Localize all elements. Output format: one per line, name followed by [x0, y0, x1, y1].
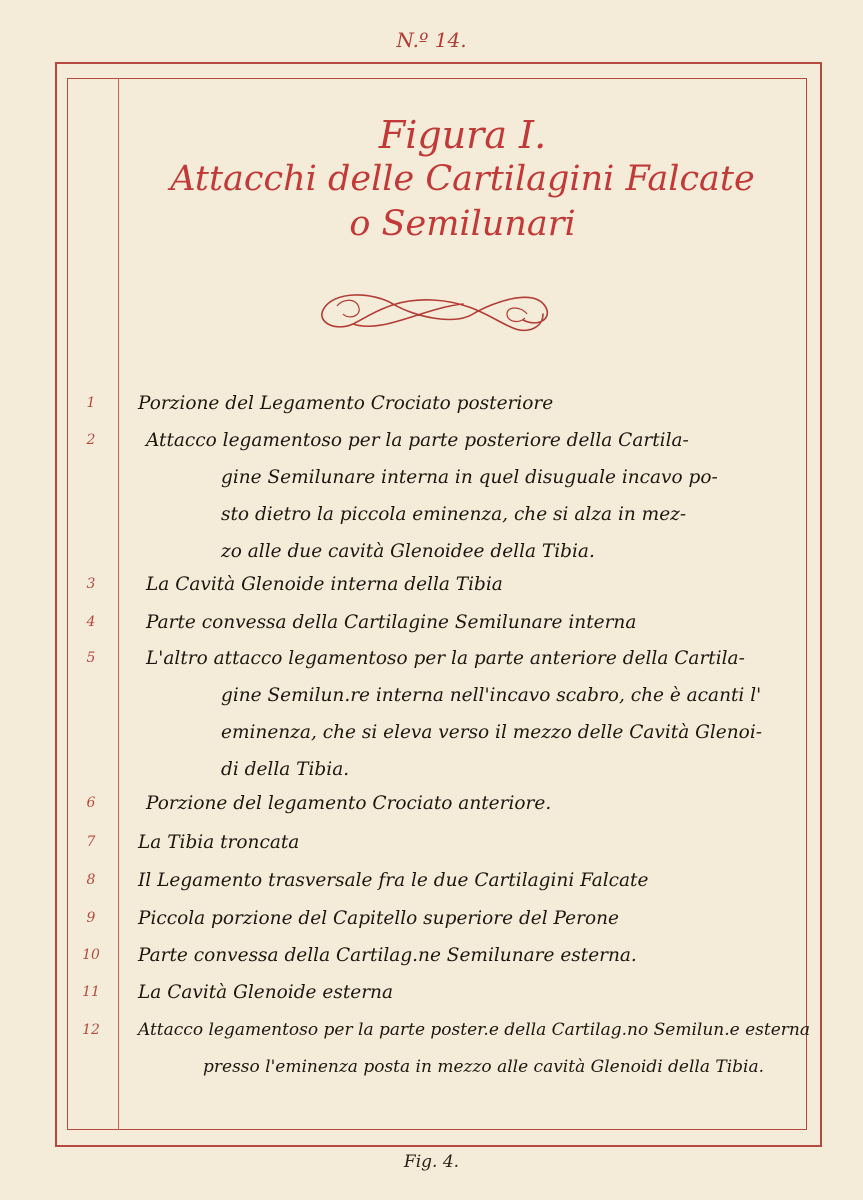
figure-title: Figura I. — [378, 113, 547, 157]
page-number-header: N.º 14. — [396, 28, 467, 52]
entry-number: 6 — [86, 795, 96, 811]
entry-number: 11 — [82, 984, 100, 1000]
entry-text-line: Parte convessa della Cartilag.ne Semilunare esterna. — [138, 945, 637, 966]
entry-number: 7 — [86, 834, 96, 850]
entry-text-line: Il Legamento trasversale fra le due Cartilagini Falcate — [138, 870, 649, 891]
entry-text-line: Attacco legamentoso per la parte poster.e della Cartilag.no Semilun.e esterna — [138, 1020, 810, 1040]
entry-text-line: Parte convessa della Cartilagine Semilunare interna — [146, 612, 637, 633]
legend-entry-8 — [86, 862, 807, 899]
legend-entry-5 — [86, 640, 807, 788]
entry-text-line: sto dietro la piccola eminenza, che si alza in mez- — [221, 504, 687, 525]
figure-number-footer: Fig. 4. — [403, 1152, 460, 1172]
legend-entry-12 — [82, 1012, 810, 1086]
entry-text-line: La Tibia troncata — [138, 832, 300, 853]
entry-text-line: zo alle due cavità Glenoidee della Tibia. — [221, 541, 595, 562]
title-block — [118, 113, 807, 247]
legend-entry-7 — [86, 824, 807, 861]
figure-subtitle-line-1: Attacchi delle Cartilagini Falcate — [170, 159, 755, 199]
flourish-ornament-icon — [313, 284, 553, 336]
legend-entry-3 — [86, 566, 807, 603]
entry-text-line: presso l'eminenza posta in mezzo alle cavità Glenoidi della Tibia. — [203, 1057, 765, 1077]
entry-text-line: L'altro attacco legamentoso per la parte anteriore della Cartila- — [146, 648, 745, 669]
entry-text-line: gine Semilunare interna in quel disuguale incavo po- — [221, 467, 718, 488]
legend-entry-6 — [86, 785, 807, 822]
entry-number: 5 — [86, 650, 96, 666]
figure-subtitle-line-2: o Semilunari — [349, 204, 576, 244]
legend-entry-1 — [86, 385, 807, 422]
entry-text-line: gine Semilun.re interna nell'incavo scabro, che è acanti l' — [221, 685, 762, 706]
entry-text-line: Piccola porzione del Capitello superiore del Perone — [138, 908, 619, 929]
entry-text-line: eminenza, che si eleva verso il mezzo delle Cavità Glenoi- — [221, 722, 762, 743]
entry-text-line: Attacco legamentoso per la parte posteriore della Cartila- — [146, 430, 689, 451]
legend-entry-2 — [86, 422, 807, 570]
entry-text-line: Porzione del Legamento Crociato posteriore — [138, 393, 554, 414]
entry-number: 12 — [82, 1022, 100, 1038]
entry-text-line: La Cavità Glenoide esterna — [138, 982, 393, 1003]
entry-number: 4 — [86, 614, 96, 630]
legend-entry-11 — [82, 974, 807, 1011]
entry-number: 8 — [86, 872, 96, 888]
entry-number: 10 — [82, 947, 100, 963]
legend-entry-4 — [86, 604, 807, 641]
entry-number: 2 — [86, 432, 96, 448]
legend-entry-9 — [86, 900, 807, 937]
legend-entry-10 — [82, 937, 807, 974]
entry-text-line: Porzione del legamento Crociato anteriore. — [146, 793, 552, 814]
entry-number: 1 — [86, 395, 96, 411]
entry-text-line: di della Tibia. — [221, 759, 350, 780]
entry-text-line: La Cavità Glenoide interna della Tibia — [146, 574, 503, 595]
entry-number: 3 — [86, 576, 96, 592]
entry-number: 9 — [86, 910, 96, 926]
